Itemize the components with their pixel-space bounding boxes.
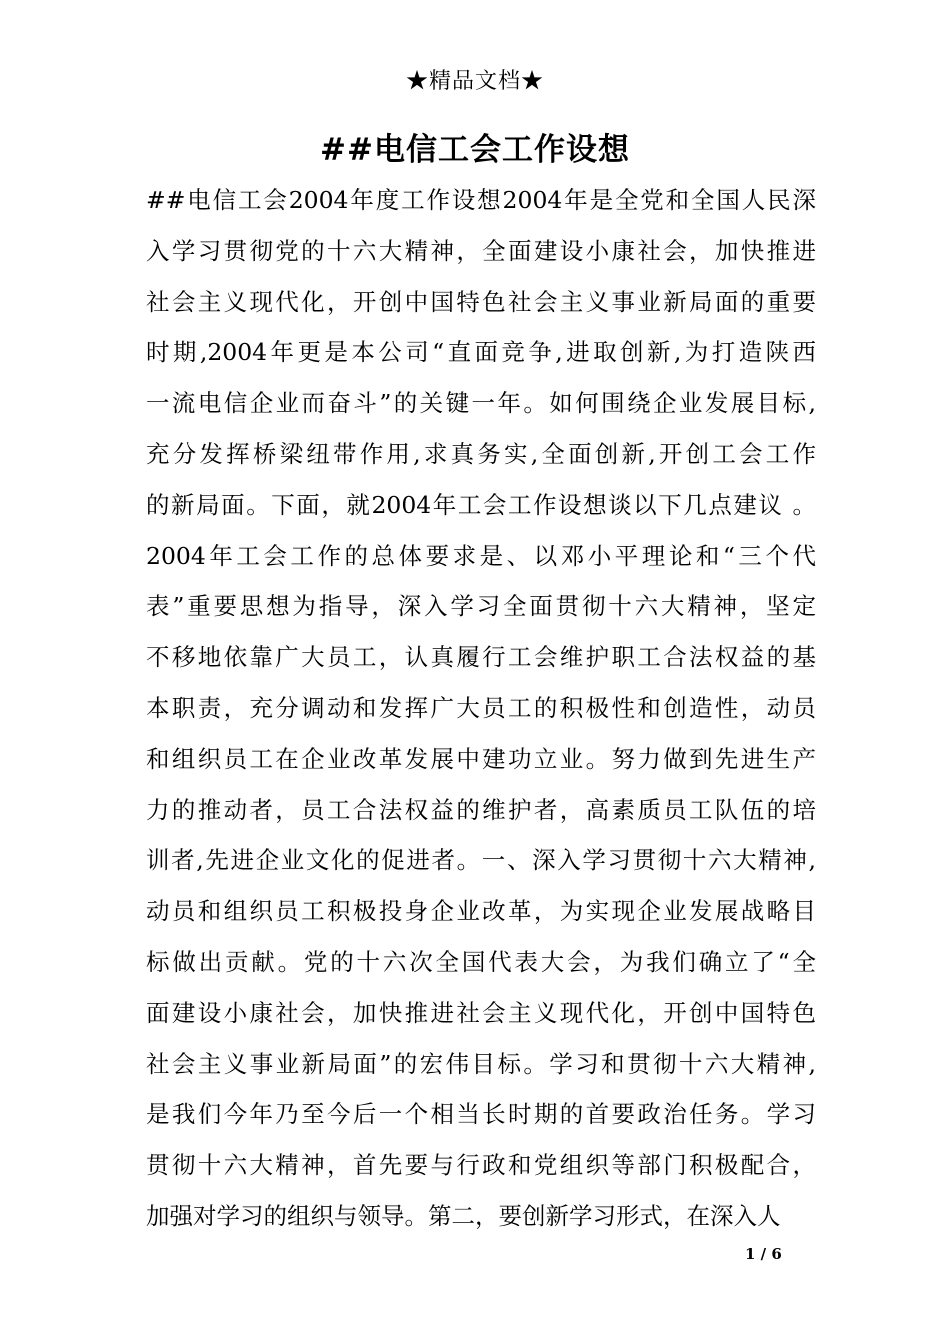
body-text-line: 加强对学习的组织与领导。第二，要创新学习形式，在深入人	[146, 1201, 781, 1230]
body-text-line: 是我们今年乃至今后一个相当长时期的首要政治任务。学习	[146, 1100, 816, 1129]
document-title: ##电信工会工作设想	[320, 132, 630, 168]
body-text-line: 的新局面。下面，就2004年工会工作设想谈以下几点建议 。	[146, 490, 816, 519]
body-text-line: 不移地依靠广大员工，认真履行工会维护职工合法权益的基	[146, 643, 816, 672]
body-text-line: 和组织员工在企业改革发展中建功立业。努力做到先进生产	[146, 744, 816, 773]
body-text-line: 社会主义现代化，开创中国特色社会主义事业新局面的重要	[146, 287, 816, 316]
page-number: 1 / 6	[745, 1245, 782, 1263]
body-text-line: 力的推动者，员工合法权益的维护者，高素质员工队伍的培	[146, 795, 816, 824]
body-text-line: 本职责，充分调动和发挥广大员工的积极性和创造性，动员	[146, 693, 816, 722]
body-text-line: 2004年工会工作的总体要求是、以邓小平理论和“三个代	[146, 541, 816, 570]
body-text-line: 入学习贯彻党的十六大精神，全面建设小康社会，加快推进	[146, 236, 816, 265]
body-text-line: 标做出贡献。党的十六次全国代表大会，为我们确立了“全	[146, 947, 816, 976]
body-text-line: 一流电信企业而奋斗”的关键一年。如何围绕企业发展目标,	[146, 389, 816, 418]
body-text-line: 时期,2004年更是本公司“直面竞争,进取创新,为打造陕西	[146, 338, 816, 367]
body-text-line: 充分发挥桥梁纽带作用,求真务实,全面创新,开创工会工作	[146, 439, 816, 468]
body-text-line: 贯彻十六大精神，首先要与行政和党组织等部门积极配合，	[146, 1151, 816, 1180]
page-header-mark: ★精品文档★	[405, 69, 544, 94]
body-text-line: 训者,先进企业文化的促进者。一、深入学习贯彻十六大精神,	[146, 846, 816, 875]
body-text-line: 动员和组织员工积极投身企业改革，为实现企业发展战略目	[146, 897, 816, 926]
body-text-line: 社会主义事业新局面”的宏伟目标。学习和贯彻十六大精神,	[146, 1049, 816, 1078]
body-text-line: ##电信工会2004年度工作设想2004年是全党和全国人民深	[146, 186, 816, 214]
body-text-line: 表”重要思想为指导，深入学习全面贯彻十六大精神，坚定	[146, 592, 816, 621]
body-text-line: 面建设小康社会，加快推进社会主义现代化，开创中国特色	[146, 998, 816, 1027]
document-body	[146, 180, 816, 1247]
